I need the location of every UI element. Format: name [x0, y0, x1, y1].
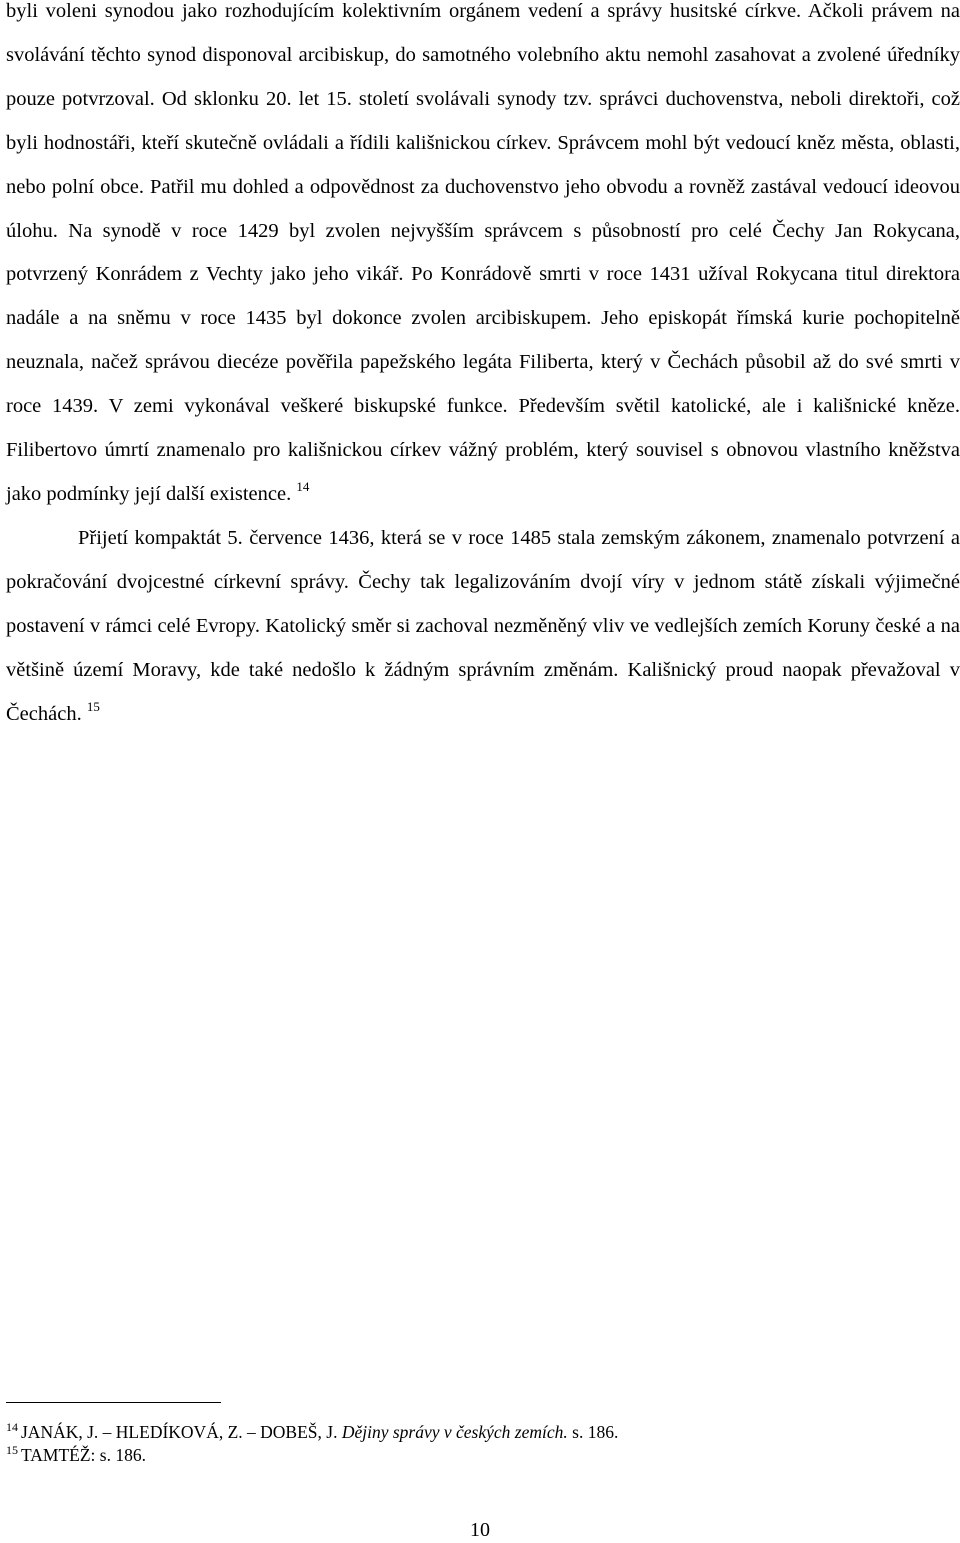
- paragraph-kompaktata: [6, 517, 960, 737]
- footnote-number: 15: [6, 1443, 18, 1457]
- paragraph-text: byli voleni synodou jako rozhodujícím kolektivním orgánem vedení a správy husitské církve. Ačkoli právem na svolávání těchto synod disponoval arcibiskup, do samotného volebního aktu nemohl zasahovat a zvolené úředníky pouze potvrzoval. Od sklonku 20. let 15. století svolávali synody tzv. správci duchovenstva, neboli direktoři, což byli hodnostáři, kteří skutečně ovládali a řídili kališnickou církev. Správcem mohl být vedoucí kněz města, oblasti, nebo polní obce. Patřil mu dohled a odpovědnost za duchovenstvo jeho obvodu a rovněž zastával vedoucí ideovou úlohu. Na synodě v roce 1429 byl zvolen nejvyšším správcem s působností pro celé Čechy Jan Rokycana, potvrzený Konrádem z Vechty jako jeho vikář. Po Konrádově smrti v roce 1431 užíval Rokycana titul direktora nadále a na sněmu v roce 1435 byl dokonce zvolen arcibiskupem. Jeho episkopát římská kurie pochopitelně neuznala, načež správou diecéze pověřila papežského legáta Filiberta, který v Čechách působil až do své smrti v roce 1439. V zemi vykonával veškeré biskupské funkce. Především světil katolické, ale i kališnické kněze. Filibertovo úmrtí znamenalo pro kališnickou církev vážný problém, který souvisel s obnovou vlastního kněžstva jako podmínky její další existence.: [6, 0, 960, 505]
- footnote-15: [6, 1444, 946, 1467]
- footnote-separator: [6, 1402, 221, 1403]
- paragraph-text: Přijetí kompaktát 5. července 1436, která se v roce 1485 stala zemským zákonem, znamenalo potvrzení a pokračování dvojcestné církevní správy. Čechy tak legalizováním dvojí víry v jednom státě získali výjimečné postavení v rámci celé Evropy. Katolický směr si zachoval nezměněný vliv ve vedlejších zemích Koruny české a na většině území Moravy, kde také nedošlo k žádným správním změnám. Kališnický proud naopak převažoval v Čechách.: [6, 526, 960, 725]
- footnote-title: Dějiny správy v českých zemích.: [341, 1422, 568, 1442]
- page-number: 10: [470, 1519, 490, 1541]
- footnote-number: 14: [6, 1420, 18, 1434]
- body-text: [6, 0, 960, 736]
- footnote-reference-14: 14: [296, 478, 310, 494]
- footnote-reference-15: 15: [86, 698, 100, 714]
- footnote-pages: s. 186.: [572, 1422, 619, 1442]
- footnote-authors: JANÁK, J. – HLEDÍKOVÁ, Z. – DOBEŠ, J.: [21, 1422, 338, 1442]
- footnote-text: TAMTÉŽ: s. 186.: [21, 1445, 146, 1465]
- paragraph-continuation: [6, 0, 960, 517]
- footnote-14: [6, 1421, 946, 1444]
- footnotes: [6, 1421, 946, 1467]
